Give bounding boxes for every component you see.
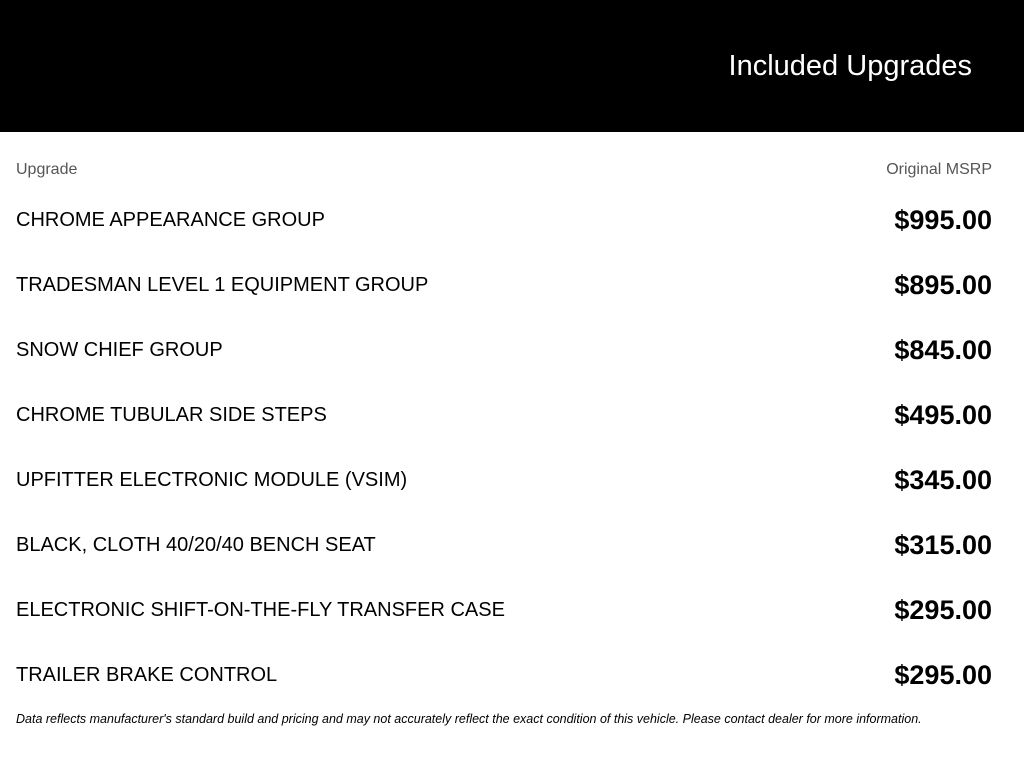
table-row [16,253,992,318]
disclaimer-text: Data reflects manufacturer's standard build and pricing and may not accurately reflect the exact condition of this vehicle. Please contact dealer for more information. [16,712,922,726]
table-row [16,383,992,448]
upgrade-price: $845.00 [894,335,992,365]
upgrade-name: UPFITTER ELECTRONIC MODULE (VSIM) [16,469,408,491]
upgrade-price: $295.00 [894,595,992,625]
table-row [16,318,992,383]
header-banner [0,0,1024,132]
upgrade-price: $315.00 [894,530,992,560]
upgrade-name: CHROME TUBULAR SIDE STEPS [16,404,327,426]
upgrade-price: $895.00 [894,270,992,300]
upgrade-name: SNOW CHIEF GROUP [16,339,223,361]
table-row [16,448,992,513]
upgrade-name: TRADESMAN LEVEL 1 EQUIPMENT GROUP [16,274,429,296]
upgrade-name: ELECTRONIC SHIFT-ON-THE-FLY TRANSFER CASE [16,599,505,621]
column-header-msrp: Original MSRP [886,161,992,178]
upgrades-table [16,158,992,708]
upgrade-name: CHROME APPEARANCE GROUP [16,209,325,231]
column-header-upgrade: Upgrade [16,161,78,178]
upgrade-name: TRAILER BRAKE CONTROL [16,664,278,686]
table-body [16,188,992,708]
table-row [16,643,992,708]
upgrade-price: $345.00 [894,465,992,495]
upgrade-name: BLACK, CLOTH 40/20/40 BENCH SEAT [16,534,376,556]
table-row [16,513,992,578]
table-row [16,188,992,253]
table-header [16,158,992,182]
upgrade-price: $495.00 [894,400,992,430]
page-title: Included Upgrades [728,50,972,82]
table-row [16,578,992,643]
upgrade-price: $995.00 [894,205,992,235]
upgrade-price: $295.00 [894,660,992,690]
